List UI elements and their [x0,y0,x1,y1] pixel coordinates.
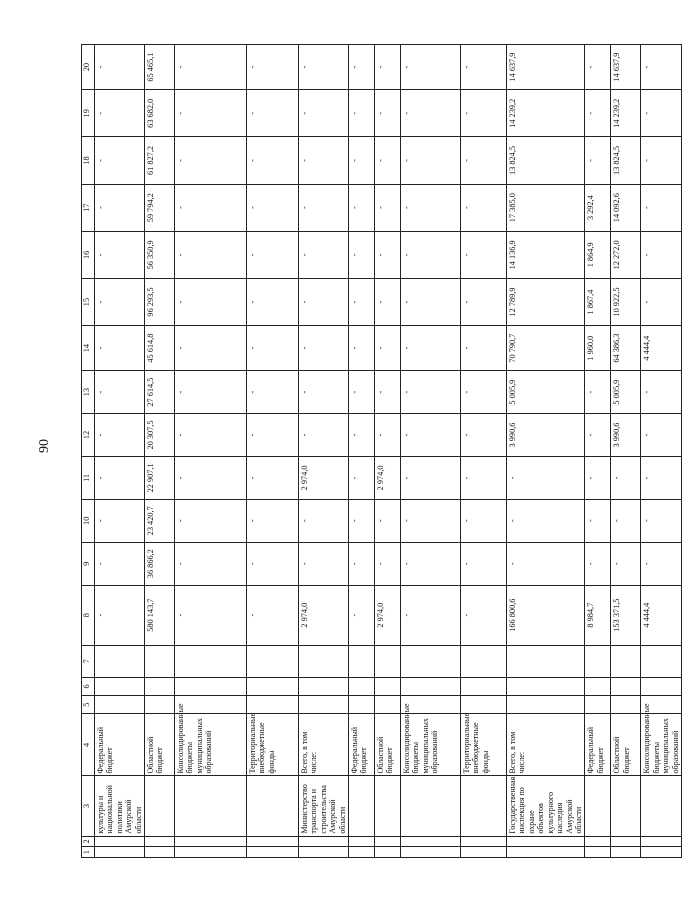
table-cell: 27 614,5 [145,371,175,414]
table-cell [461,776,507,836]
table-cell: 3 990,6 [507,414,585,457]
column-header: 13 [82,371,95,414]
table-cell: Всего, в том числе: [507,714,585,776]
table-cell: 4 444,4 [641,585,682,645]
table-cell [145,776,175,836]
table-row [95,45,145,858]
table-cell: - [461,456,507,499]
table-row [375,45,401,858]
table-cell: - [401,45,461,90]
page-number: 90 [37,439,52,453]
table-cell: Областной бюджет [611,714,641,776]
table-cell: - [375,231,401,278]
table-cell [375,677,401,695]
table-cell: - [349,231,375,278]
table-cell: - [175,456,247,499]
table-cell: - [349,542,375,585]
table-cell [507,696,585,714]
table-cell: 1 960,0 [585,326,611,371]
column-header: 9 [82,542,95,585]
table-cell: - [641,371,682,414]
table-cell: - [349,326,375,371]
table-cell: - [641,137,682,184]
table-cell: Министерство транспорта и строительства Амурской области [299,776,349,836]
table-cell [585,645,611,677]
table-cell: Областной бюджет [375,714,401,776]
table-cell [611,776,641,836]
table-cell [175,677,247,695]
table-cell: 20 307,5 [145,414,175,457]
table-cell: - [401,456,461,499]
table-cell [145,645,175,677]
table-cell: - [507,456,585,499]
table-cell: - [641,278,682,325]
table-cell [461,836,507,847]
table-cell: 5 005,9 [611,371,641,414]
table-cell: - [461,542,507,585]
table-cell [175,847,247,858]
table-row [247,45,299,858]
table-cell: 166 800,6 [507,585,585,645]
table-cell: - [349,585,375,645]
table-row [401,45,461,858]
table-cell [401,645,461,677]
table-cell: - [299,90,349,137]
table-cell: - [247,371,299,414]
table-cell: - [247,414,299,457]
rotated-table-container [81,44,680,858]
table-cell: 14 136,9 [507,231,585,278]
table-cell: - [375,326,401,371]
table-cell: - [299,326,349,371]
table-cell: 3 292,4 [585,184,611,231]
header-row [82,45,95,858]
table-row [585,45,611,858]
column-header: 4 [82,714,95,776]
table-cell: Областной бюджет [145,714,175,776]
table-row [175,45,247,858]
table-cell: 2 974,0 [375,585,401,645]
table-cell [461,847,507,858]
table-cell: 14 637,9 [507,45,585,90]
table-cell: 10 922,5 [611,278,641,325]
table-cell: 17 385,0 [507,184,585,231]
table-cell [401,776,461,836]
table-cell: 580 143,7 [145,585,175,645]
table-cell [641,645,682,677]
table-cell: - [641,414,682,457]
table-cell: 61 827,2 [145,137,175,184]
table-cell: - [375,45,401,90]
table-cell: - [375,137,401,184]
column-header: 12 [82,414,95,457]
table-cell: - [95,90,145,137]
table-cell [585,847,611,858]
table-cell [95,847,145,858]
table-cell: Федеральный бюджет [585,714,611,776]
table-cell [349,677,375,695]
table-cell: - [299,137,349,184]
table-cell: - [95,231,145,278]
table-cell [375,776,401,836]
table-cell: 13 824,5 [507,137,585,184]
table-cell [401,836,461,847]
table-cell: - [401,585,461,645]
table-cell [145,696,175,714]
table-cell: - [461,499,507,542]
table-cell: - [349,371,375,414]
table-cell [375,836,401,847]
table-cell: 153 371,5 [611,585,641,645]
table-cell: - [349,278,375,325]
table-cell: 4 444,4 [641,326,682,371]
table-cell [461,696,507,714]
table-cell: - [375,278,401,325]
table-cell: - [585,456,611,499]
table-cell: - [349,90,375,137]
table-cell: - [247,585,299,645]
table-cell [611,645,641,677]
table-cell: Территориальные внебюджетные фонды [461,714,507,776]
table-cell: - [175,326,247,371]
table-cell: - [461,137,507,184]
table-cell: - [349,137,375,184]
table-cell: - [461,184,507,231]
table-cell: - [349,499,375,542]
table-cell: 5 005,9 [507,371,585,414]
table-cell [299,847,349,858]
table-cell: - [401,414,461,457]
table-cell: - [247,456,299,499]
table-cell: - [247,137,299,184]
table-cell: - [175,231,247,278]
column-header: 10 [82,499,95,542]
table-cell: - [585,542,611,585]
table-cell: - [95,278,145,325]
table-cell: - [247,326,299,371]
table-cell: - [461,326,507,371]
table-cell [507,847,585,858]
table-cell [247,645,299,677]
table-cell: - [247,278,299,325]
table-cell: 2 974,0 [375,456,401,499]
table-cell: - [175,90,247,137]
table-cell: - [247,90,299,137]
table-cell: - [641,456,682,499]
table-cell: 8 984,7 [585,585,611,645]
table-cell: - [95,414,145,457]
table-cell: - [175,414,247,457]
table-cell: - [401,542,461,585]
table-cell: - [641,184,682,231]
table-cell: Всего, в том числе: [299,714,349,776]
table-cell: - [95,456,145,499]
table-cell [95,836,145,847]
table-cell: - [611,499,641,542]
column-header: 2 [82,836,95,847]
table-cell [145,836,175,847]
table-cell [611,847,641,858]
table-cell [641,847,682,858]
table-cell [585,677,611,695]
table-cell: - [585,45,611,90]
table-cell: - [299,184,349,231]
table-cell: - [95,45,145,90]
table-cell: - [375,90,401,137]
table-row [461,45,507,858]
table-cell: Консолидированные бюджеты муниципальных образований [401,714,461,776]
table-cell: 13 824,5 [611,137,641,184]
table-cell: - [401,278,461,325]
table-cell: - [247,184,299,231]
table-cell: - [299,542,349,585]
table-cell: - [375,184,401,231]
column-header: 7 [82,645,95,677]
table-cell [95,677,145,695]
table-cell: - [175,45,247,90]
table-cell [247,836,299,847]
table-cell: - [95,542,145,585]
table-cell: - [461,371,507,414]
table-cell [145,677,175,695]
table-cell: - [507,499,585,542]
table-cell: 63 682,0 [145,90,175,137]
table-cell: - [175,585,247,645]
table-cell: 14 092,6 [611,184,641,231]
column-header: 15 [82,278,95,325]
table-cell: - [585,90,611,137]
column-header: 14 [82,326,95,371]
table-cell [247,677,299,695]
column-header: 18 [82,137,95,184]
table-cell: - [175,137,247,184]
table-cell [349,847,375,858]
table-cell: 14 239,2 [507,90,585,137]
table-cell: Государственная инспекция по охране объектов культурного наследия Амурской области [507,776,585,836]
table-cell: Консолидированные бюджеты муниципальных образований [175,714,247,776]
table-cell [349,645,375,677]
table-cell: 23 420,7 [145,499,175,542]
table-cell: - [299,231,349,278]
table-cell: - [175,371,247,414]
column-header: 20 [82,45,95,90]
table-cell: - [641,542,682,585]
table-cell: - [585,414,611,457]
table-cell [507,645,585,677]
table-row [349,45,375,858]
table-cell: Территориальные внебюджетные фонды [247,714,299,776]
table-cell [507,836,585,847]
table-cell: - [611,542,641,585]
table-cell: 65 465,1 [145,45,175,90]
table-cell: - [611,456,641,499]
table-cell: - [299,278,349,325]
table-cell [349,836,375,847]
table-cell: Федеральный бюджет [349,714,375,776]
table-cell [247,776,299,836]
column-header: 11 [82,456,95,499]
table-cell [175,836,247,847]
table-cell: - [247,542,299,585]
table-cell [641,677,682,695]
table-cell [175,645,247,677]
table-cell: 64 386,3 [611,326,641,371]
table-cell: - [401,371,461,414]
table-cell: - [401,326,461,371]
table-cell [401,847,461,858]
table-cell: - [461,231,507,278]
table-cell: - [95,499,145,542]
table-body [95,45,682,858]
table-cell: 2 974,0 [299,585,349,645]
table-cell: - [175,499,247,542]
table-cell: - [507,542,585,585]
column-header: 16 [82,231,95,278]
table-cell: - [585,499,611,542]
table-cell: 2 974,0 [299,456,349,499]
table-cell [641,836,682,847]
table-cell [247,696,299,714]
table-cell: - [349,184,375,231]
table-cell: - [461,45,507,90]
table-cell: - [401,499,461,542]
table-cell: - [247,231,299,278]
table-cell: - [95,137,145,184]
table-cell: 56 350,9 [145,231,175,278]
table-cell: - [349,456,375,499]
table-cell [299,836,349,847]
table-cell [507,677,585,695]
table-cell: - [401,90,461,137]
table-cell: - [175,542,247,585]
table-cell: - [641,231,682,278]
table-cell: - [401,137,461,184]
table-cell [611,836,641,847]
table-cell [145,847,175,858]
table-cell: - [375,414,401,457]
table-cell: - [375,499,401,542]
table-cell [95,696,145,714]
table-row [641,45,682,858]
table-cell: - [401,231,461,278]
table-cell: - [95,585,145,645]
table-cell [585,836,611,847]
table-cell: - [375,371,401,414]
table-cell: - [461,90,507,137]
table-cell: - [349,45,375,90]
table-cell [375,696,401,714]
table-cell [401,677,461,695]
table-cell: - [95,184,145,231]
table-cell: 96 293,5 [145,278,175,325]
table-cell [461,677,507,695]
table-cell: - [349,414,375,457]
table-cell: Консолидированные бюджеты муниципальных образований [641,714,682,776]
column-header: 3 [82,776,95,836]
table-cell: - [95,371,145,414]
column-header: 8 [82,585,95,645]
table-cell: 59 794,2 [145,184,175,231]
table-cell [611,696,641,714]
table-cell [375,645,401,677]
table-cell: - [585,371,611,414]
table-row [611,45,641,858]
table-cell: 3 990,6 [611,414,641,457]
table-cell: - [175,184,247,231]
table-cell: - [299,499,349,542]
table-cell [299,645,349,677]
table-cell [299,696,349,714]
table-cell: 12 272,0 [611,231,641,278]
table-cell: - [95,326,145,371]
table-cell: - [175,278,247,325]
table-cell [641,776,682,836]
column-header: 5 [82,696,95,714]
table-cell [95,645,145,677]
column-header: 6 [82,677,95,695]
table-cell [299,677,349,695]
table-cell [585,776,611,836]
table-cell: - [461,414,507,457]
column-header: 19 [82,90,95,137]
table-cell [375,847,401,858]
table-cell: - [247,45,299,90]
table-cell: 1 864,9 [585,231,611,278]
table-cell: 14 239,2 [611,90,641,137]
table-row [299,45,349,858]
table-cell: - [299,371,349,414]
table-cell: 22 907,1 [145,456,175,499]
table-cell: - [401,184,461,231]
table-cell: - [641,90,682,137]
column-header: 1 [82,847,95,858]
table-cell: 70 790,7 [507,326,585,371]
table-cell [349,776,375,836]
table-row [145,45,175,858]
table-cell: 45 614,8 [145,326,175,371]
table-cell: - [641,45,682,90]
budget-table [81,44,682,858]
table-cell [461,645,507,677]
table-cell [585,696,611,714]
table-cell: - [299,414,349,457]
table-cell [349,696,375,714]
table-cell: - [585,137,611,184]
table-cell: - [641,499,682,542]
table-cell: - [299,45,349,90]
table-cell: - [375,542,401,585]
table-cell: культуры и национальной политики Амурской области [95,776,145,836]
table-cell [611,677,641,695]
table-cell: 36 866,2 [145,542,175,585]
table-cell: - [247,499,299,542]
table-cell: 1 867,4 [585,278,611,325]
table-cell: 14 637,9 [611,45,641,90]
table-cell: - [461,278,507,325]
table-cell: 12 789,9 [507,278,585,325]
table-cell: - [461,585,507,645]
table-cell [247,847,299,858]
table-row [507,45,585,858]
table-cell [175,776,247,836]
table-cell: Федеральный бюджет [95,714,145,776]
column-header: 17 [82,184,95,231]
